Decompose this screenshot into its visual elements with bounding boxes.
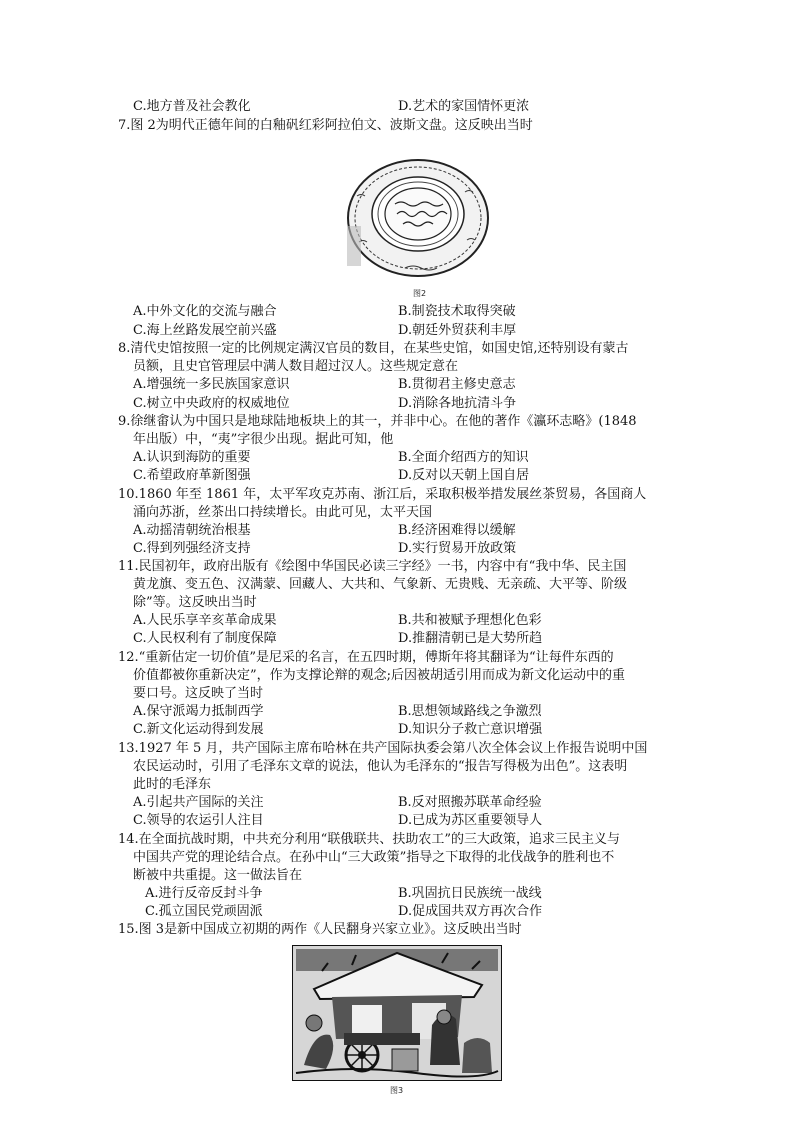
q11-option-c: C.人民权利有了制度保障 <box>133 631 277 646</box>
q10-option-c: C.得到列强经济支持 <box>133 541 251 556</box>
q11-option-b: B.共和被赋予理想化色彩 <box>398 613 542 628</box>
q14-option-b: B.巩固抗日民族统一战线 <box>398 886 542 901</box>
q8-stem-line1: 8.清代史馆按照一定的比例规定满汉官员的数目，在某些史馆，如国史馆,还特别设有蒙古 <box>118 341 629 356</box>
figure-2-plate <box>345 156 491 284</box>
q7-option-d: D.朝廷外贸获利丰厚 <box>398 323 517 338</box>
q14-stem-line1: 14.在全面抗战时期，中共充分利用“联俄联共、扶助农工”的三大政策，追求三民主义与 <box>118 832 620 847</box>
q13-stem-line1: 13.1927 年 5 月，共产国际主席布哈林在共产国际执委会第八次全体会议上作报告说明中国 <box>118 741 648 756</box>
q14-option-a: A.进行反帝反封斗争 <box>145 886 263 901</box>
q7-option-a: A.中外文化的交流与融合 <box>133 304 277 319</box>
q10-stem-line2: 涌向苏浙，丝茶出口持续增长。由此可见，太平天国 <box>133 505 433 520</box>
q9-option-c: C.希望政府革新图强 <box>133 468 251 483</box>
q15-stem: 15.图 3是新中国成立初期的两作《人民翻身兴家立业》。这反映出当时 <box>118 922 522 937</box>
q13-stem-line2: 农民运动时，引用了毛泽东文章的说法，他认为毛泽东的“报告写得极为出色”。这表明 <box>133 759 628 774</box>
q12-option-a: A.保守派竭力抵制西学 <box>133 704 264 719</box>
q9-option-d: D.反对以天朝上国自居 <box>398 468 530 483</box>
q8-option-c: C.树立中央政府的权威地位 <box>133 396 290 411</box>
q13-option-a: A.引起共产国际的关注 <box>133 795 264 810</box>
q9-option-a: A.认识到海防的重要 <box>133 450 251 465</box>
q11-stem-line1: 11.民国初年，政府出版有《绘图中华国民必读三字经》一书，内容中有“我中华、民主国 <box>118 559 627 574</box>
q12-option-b: B.思想领域路线之争激烈 <box>398 704 542 719</box>
q14-stem-line3: 断被中共重提。这一做法旨在 <box>133 868 303 883</box>
q10-stem-line1: 10.1860 年至 1861 年，太平军攻克苏南、浙江后，采取积极举措发展丝茶贸易，各国商人 <box>118 487 647 502</box>
q9-stem-line1: 9.徐继畬认为中国只是地球陆地板块上的其一，并非中心。在他的著作《瀛环志略》(1848 <box>118 414 637 429</box>
q7-option-c: C.海上丝路发展空前兴盛 <box>133 323 277 338</box>
q14-option-d: D.促成国共双方再次合作 <box>398 904 543 919</box>
q11-option-a: A.人民乐享辛亥革命成果 <box>133 613 277 628</box>
q10-option-b: B.经济困难得以缓解 <box>398 523 516 538</box>
q11-stem-line2: 黄龙旗、变五色、汉满蒙、回藏人、大共和、气象新、无贵贱、无亲疏、大平等、阶级 <box>133 577 628 592</box>
figure-3-caption: 图3 <box>390 1086 404 1095</box>
q8-option-b: B.贯彻君主修史意志 <box>398 377 516 392</box>
q7-option-b: B.制瓷技术取得突破 <box>398 304 516 319</box>
q9-stem-line2: 年出版）中，“夷”字很少出现。据此可知，他 <box>133 432 394 447</box>
q12-stem-line2: 价值都被你重新决定”，作为支撑论辩的观念;后因被胡适引用而成为新文化运动中的重 <box>133 668 626 683</box>
q14-stem-line2: 中国共产党的理论结合点。在孙中山“三大政策”指导之下取得的北伐战争的胜利也不 <box>133 850 615 865</box>
q11-stem-line3: 除”等。这反映出当时 <box>133 595 257 610</box>
q6-option-c: C.地方普及社会教化 <box>133 99 251 114</box>
q14-option-c: C.孤立国民党顽固派 <box>145 904 263 919</box>
q6-option-d: D.艺术的家国情怀更浓 <box>398 99 530 114</box>
q7-stem: 7.图 2为明代正德年间的白釉矾红彩阿拉伯文、波斯文盘。这反映出当时 <box>118 118 533 133</box>
q13-option-d: D.已成为苏区重要领导人 <box>398 813 543 828</box>
q8-stem-line2: 员额，且史官管理层中满人数目超过汉人。这些规定意在 <box>133 359 459 374</box>
q11-option-d: D.推翻清朝已是大势所趋 <box>398 631 543 646</box>
q13-stem-line3: 此时的毛泽东 <box>133 777 212 792</box>
q12-option-d: D.知识分子救亡意识增强 <box>398 722 543 737</box>
q12-stem-line1: 12.“重新估定一切价值”是尼采的名言，在五四时期，傅斯年将其翻译为“让每件东西的 <box>118 650 614 665</box>
q8-option-a: A.增强统一多民族国家意识 <box>133 377 290 392</box>
figure-2-caption: 图2 <box>413 289 427 298</box>
q8-option-d: D.消除各地抗清斗争 <box>398 396 517 411</box>
q10-option-a: A.动摇清朝统治根基 <box>133 523 251 538</box>
q9-option-b: B.全面介绍西方的知识 <box>398 450 529 465</box>
q12-stem-line3: 要口号。这反映了当时 <box>133 686 264 701</box>
figure-3-woodcut <box>292 945 502 1081</box>
q10-option-d: D.实行贸易开放政策 <box>398 541 517 556</box>
q12-option-c: C.新文化运动得到发展 <box>133 722 264 737</box>
q13-option-c: C.领导的农运引人注目 <box>133 813 264 828</box>
q13-option-b: B.反对照搬苏联革命经验 <box>398 795 542 810</box>
